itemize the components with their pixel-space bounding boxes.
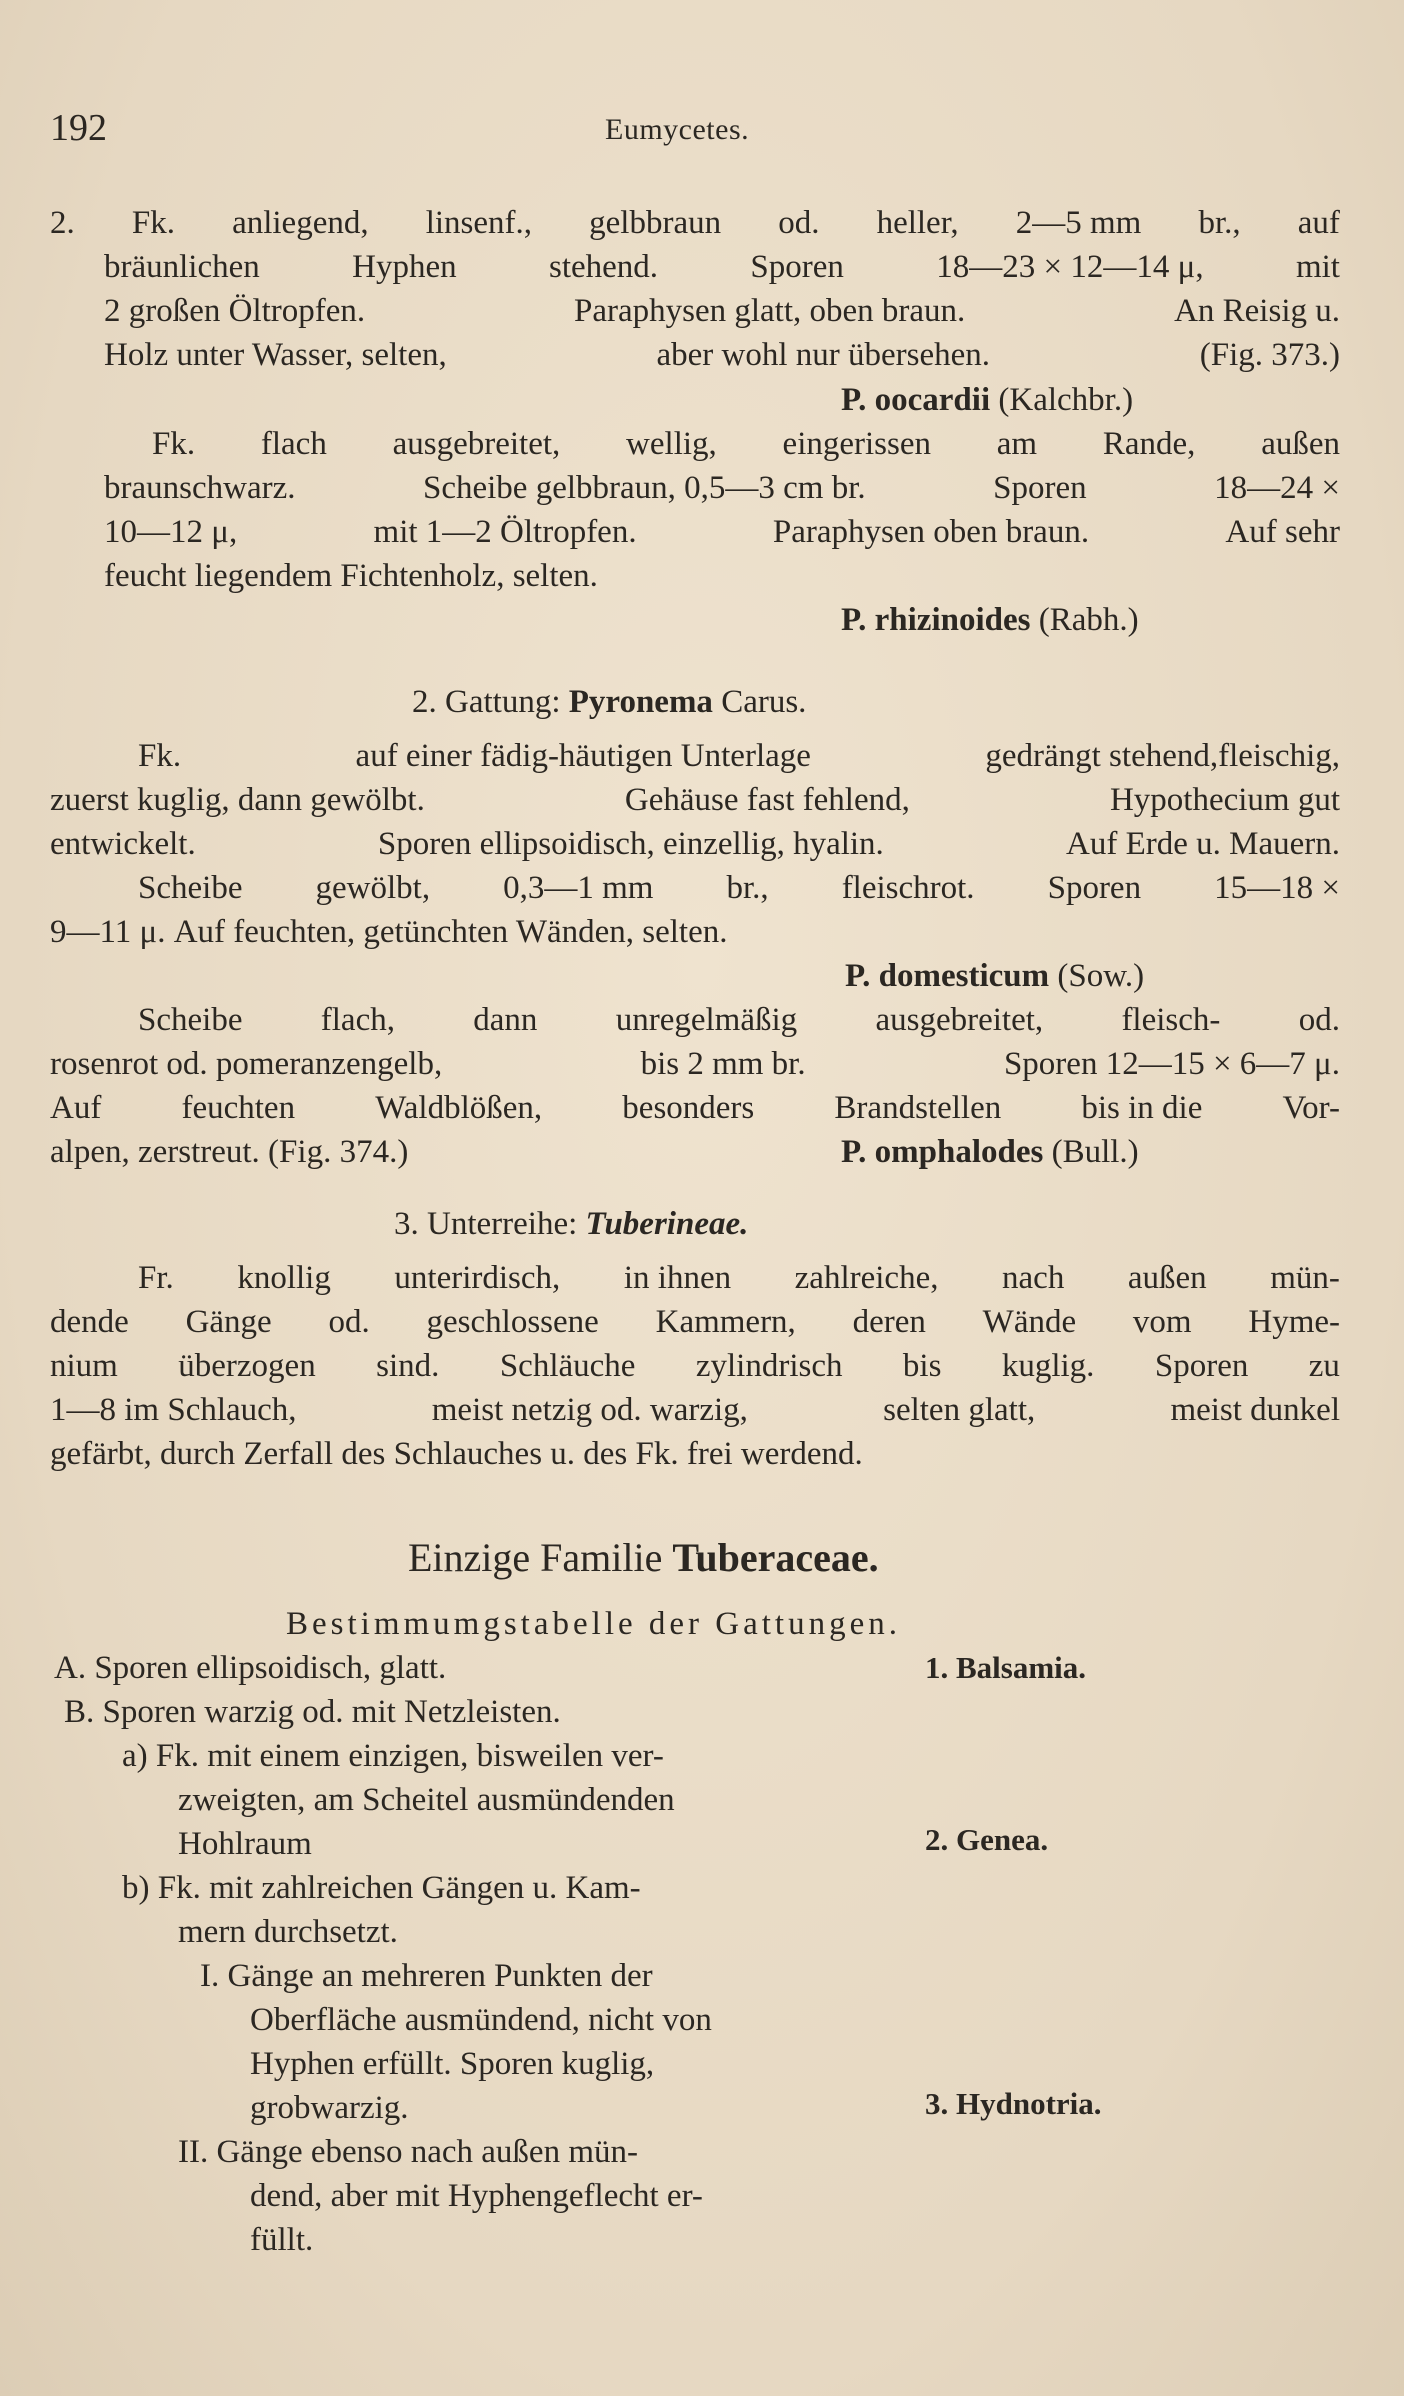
text-line: nium überzogen sind. Schläuche zylindrisch bis kuglig. Sporen zu <box>50 1348 1340 1384</box>
text-line: feucht liegendem Fichtenholz, selten. <box>104 558 598 594</box>
key-entry: Hyphen erfüllt. Sporen kuglig, <box>250 2046 655 2082</box>
species-name: P. domesticum (Sow.) <box>845 958 1145 994</box>
key-result: 3. Hydnotria. <box>925 2086 1102 2121</box>
key-entry: zweigten, am Scheitel ausmündenden <box>178 1782 675 1818</box>
genus-heading: 2. Gattung: Pyronema Carus. <box>412 684 807 720</box>
key-result: 1. Balsamia. <box>925 1650 1087 1685</box>
key-entry: Oberfläche ausmündend, nicht von <box>250 2002 712 2038</box>
key-entry: b) Fk. mit zahlreichen Gängen u. Kam- <box>122 1870 641 1906</box>
text-line: 9—11 μ. Auf feuchten, getünchten Wänden, selten. <box>50 914 728 950</box>
text-line: bräunlichen Hyphen stehend. Sporen 18—23 × 12—14 μ, mit <box>104 249 1340 285</box>
key-entry: grobwarzig. <box>250 2090 409 2126</box>
text-line: Holz unter Wasser, selten, aber wohl nur übersehen. (Fig. 373.) <box>104 337 1340 373</box>
key-entry: mern durchsetzt. <box>178 1914 398 1950</box>
key-title: Bestimmumgstabelle der Gattungen. <box>286 1606 901 1642</box>
text-line: Fk. auf einer fädig-häutigen Unterlage gedrängt stehend,fleischig, <box>138 738 1340 774</box>
page-number: 192 <box>50 107 107 149</box>
text-line: 1—8 im Schlauch, meist netzig od. warzig, selten glatt, meist dunkel <box>50 1392 1340 1428</box>
text-line: gefärbt, durch Zerfall des Schlauches u. des Fk. frei werdend. <box>50 1436 863 1472</box>
text-line: 10—12 μ, mit 1—2 Öltropfen. Paraphysen oben braun. Auf sehr <box>104 514 1340 550</box>
key-entry: B. Sporen warzig od. mit Netzleisten. <box>64 1694 561 1730</box>
text-line: zuerst kuglig, dann gewölbt. Gehäuse fast fehlend, Hypothecium gut <box>50 782 1340 818</box>
text-line: Auf feuchten Waldblößen, besonders Brandstellen bis in die Vor- <box>50 1090 1340 1126</box>
running-title: Eumycetes. <box>605 113 750 146</box>
text-line: 2. Fk. anliegend, linsenf., gelbbraun od. heller, 2—5 mm br., auf <box>50 205 1340 241</box>
key-entry: Hohlraum <box>178 1826 312 1862</box>
text-line: dende Gänge od. geschlossene Kammern, deren Wände vom Hyme- <box>50 1304 1340 1340</box>
text-line: Scheibe flach, dann unregelmäßig ausgebreitet, fleisch- od. <box>138 1002 1340 1038</box>
text-line: 2 großen Öltropfen. Paraphysen glatt, oben braun. An Reisig u. <box>104 293 1340 329</box>
text-line: entwickelt. Sporen ellipsoidisch, einzellig, hyalin. Auf Erde u. Mauern. <box>50 826 1340 862</box>
key-entry: a) Fk. mit einem einzigen, bisweilen ver- <box>122 1738 664 1774</box>
key-entry: II. Gänge ebenso nach außen mün- <box>178 2134 638 2170</box>
text-line: Fk. flach ausgebreitet, wellig, eingerissen am Rande, außen <box>152 426 1340 462</box>
species-name: P. oocardii (Kalchbr.) <box>841 382 1134 418</box>
family-heading: Einzige Familie Tuberaceae. <box>408 1535 879 1580</box>
subseries-heading: 3. Unterreihe: Tuberineae. <box>394 1206 749 1242</box>
key-entry: dend, aber mit Hyphengeflecht er- <box>250 2178 703 2214</box>
species-name: P. omphalodes (Bull.) <box>841 1134 1139 1170</box>
key-entry: füllt. <box>250 2222 314 2258</box>
species-name: P. rhizinoides (Rabh.) <box>841 602 1139 638</box>
key-entry: A. Sporen ellipsoidisch, glatt. <box>54 1650 447 1686</box>
key-result: 2. Genea. <box>925 1822 1049 1857</box>
text-line: braunschwarz. Scheibe gelbbraun, 0,5—3 cm br. Sporen 18—24 × <box>104 470 1340 506</box>
text-line: Scheibe gewölbt, 0,3—1 mm br., fleischrot. Sporen 15—18 × <box>138 870 1340 906</box>
text-line: alpen, zerstreut. (Fig. 374.) <box>50 1134 409 1170</box>
text-line: rosenrot od. pomeranzengelb, bis 2 mm br. Sporen 12—15 × 6—7 μ. <box>50 1046 1340 1082</box>
text-line: Fr. knollig unterirdisch, in ihnen zahlreiche, nach außen mün- <box>138 1260 1340 1296</box>
key-entry: I. Gänge an mehreren Punkten der <box>200 1958 653 1994</box>
